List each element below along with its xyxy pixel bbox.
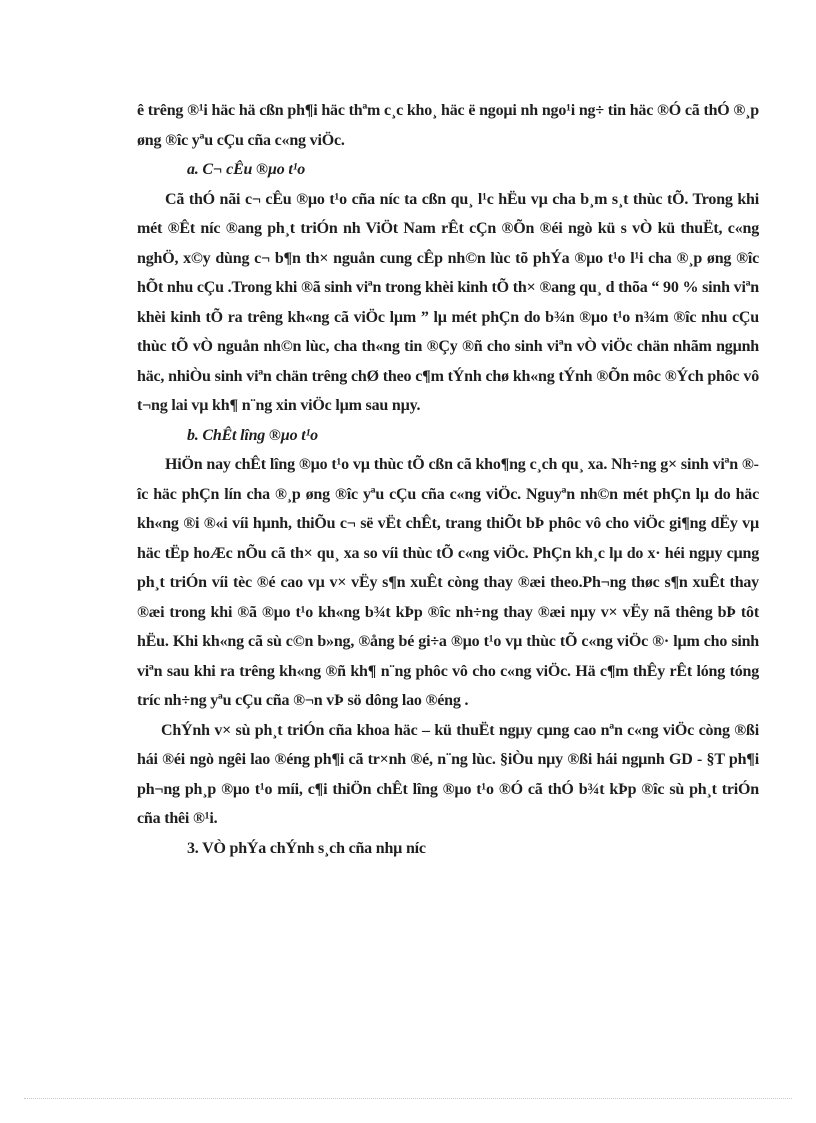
section-heading-b: b. ChÊt lîng ®µo t¹o: [187, 426, 318, 444]
paragraph-a: Cã thÓ nãi c¬ cÊu ®µo t¹o cña níc ta cßn qu¸ l¹c hËu vµ cha b¸m s¸t thùc tÕ. Trong khi mét ®Êt níc ®ang ph¸t triÓn nh ViÖt Nam rÊt cÇn ®Õn ®éi ngò kü s vÒ kü thuËt, c«ng nghÖ, x©y dùng c¬ b¶n th× nguån cung cÊp nh©n lùc tõ phÝa ®µo t¹o l¹i cha ®¸p øng ®îc hÕt nhu cÇu .Trong khi ®ã sinh viªn trong khèi kinh tÕ th× ®ang qu¸ d thõa “ 90 % sinh viªn khèi kinh tÕ ra trêng kh«ng cã viÖc lµm ” lµ mét phÇn do b¾n ®µo t¹o n¾m ®îc nhu cÇu thùc tÕ vÒ nguån nh©n lùc, cha th«ng tin ®Çy ®ñ cho sinh viªn vÒ viÖc chän nhãm ngµnh häc, nhiÒu sinh viªn chän trêng chØ theo c¶m tÝnh chø kh«ng tÝnh ®Õn môc ®Ých phôc vô t¬ng lai vµ kh¶ n¨ng xin viÖc lµm sau nµy.: [137, 190, 759, 414]
paragraph-b: HiÖn nay chÊt lîng ®µo t¹o vµ thùc tÕ cßn cã kho¶ng c¸ch qu¸ xa. Nh÷ng g× sinh viªn ®îc häc phÇn lín cha ®¸p øng ®îc yªu cÇu cña c«ng viÖc. Nguyªn nh©n mét phÇn lµ do häc kh«ng ®i ®«i víi hµnh, thiÕu c¬ së vËt chÊt, trang thiÕt bÞ phôc vô cho viÖc gi¶ng dËy vµ häc tËp hoÆc nÕu cã th× qu¸ xa so víi thùc tÕ c«ng viÖc. PhÇn kh¸c lµ do x· héi ngµy cµng ph¸t triÓn víi tèc ®é cao vµ v× vËy s¶n xuÊt còng thay ®æi theo.Ph¬ng thøc s¶n xuÊt thay ®æi trong khi ®ã ®µo t¹o kh«ng b¾t kÞp ®îc nh÷ng thay ®æi nµy v× vËy nã thêng bÞ tôt hËu. Khi kh«ng cã sù c©n b»ng, ®ång bé gi÷a ®µo t¹o vµ thùc tÕ c«ng viÖc ®· lµm cho sinh viªn sau khi ra trêng kh«ng ®ñ kh¶ n¨ng phôc vô cho c«ng viÖc. Hä c¶m thÊy rÊt lóng tóng tríc nh÷ng yªu cÇu cña ®¬n vÞ sö dông lao ®éng .: [137, 456, 759, 709]
section-heading-3: 3. VÒ phÝa chÝnh s¸ch cña nhµ níc: [187, 839, 426, 857]
page-bottom-rule: [24, 1098, 792, 1099]
document-body: [137, 96, 759, 863]
paragraph-c: ChÝnh v× sù ph¸t triÓn cña khoa häc – kü thuËt ngµy cµng cao nªn c«ng viÖc còng ®ßi hái ®éi ngò ngêi lao ®éng ph¶i cã tr×nh ®é, n¨ng lùc. §iÒu nµy ®ßi hái ngµnh GD - §T ph¶i ph¬ng ph¸p ®µo t¹o míi, c¶i thiÖn chÊt lîng ®µo t¹o ®Ó cã thÓ b¾t kÞp ®îc sù ph¸t triÓn cña thêi ®¹i.: [137, 721, 759, 827]
intro-paragraph: ê trêng ®¹i häc hä cßn ph¶i häc thªm c¸c kho¸ häc ë ngoµi nh ngo¹i ng÷ tin häc ®Ó cã thÓ ®¸p øng ®îc yªu cÇu cña c«ng viÖc.: [137, 102, 759, 149]
section-heading-a: a. C¬ cÊu ®µo t¹o: [187, 161, 306, 178]
